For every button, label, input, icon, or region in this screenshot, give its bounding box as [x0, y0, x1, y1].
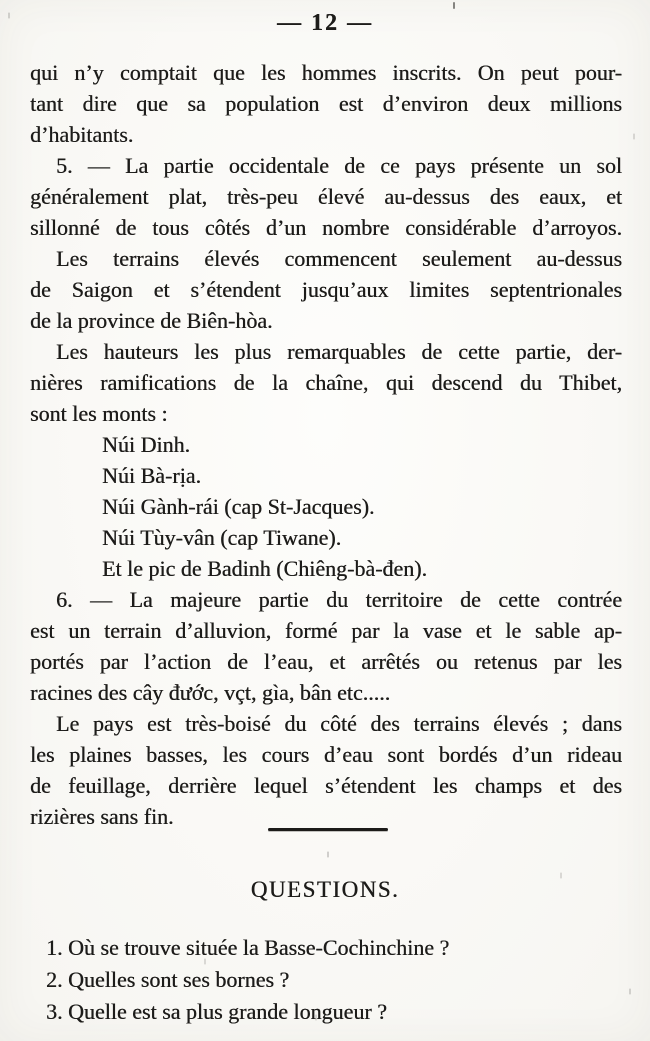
body-line: 5. — La partie occidentale de ce pays présente un sol — [56, 153, 622, 178]
body-line: sillonné de tous côtés d’un nombre considérable d’arroyos. — [30, 215, 622, 240]
body-line: Les terrains élevés commencent seulement au-dessus — [56, 246, 622, 271]
body-line: racines des cây đước, vçt, gìa, bân etc..... — [30, 680, 391, 705]
paragraph — [30, 584, 622, 708]
body-line: sont les monts : — [30, 401, 168, 426]
mountain-list — [30, 429, 622, 584]
body-line: de feuillage, derrière lequel s’étendent les champs et des — [30, 773, 622, 798]
mountain-item: Et le pic de Badinh (Chiêng-bà-đen). — [102, 556, 428, 581]
body-line: d’habitants. — [30, 122, 134, 147]
question-item: 3. Quelle est sa plus grande longueur ? — [46, 999, 387, 1024]
paragraph — [30, 150, 622, 243]
body-line: Le pays est très-boisé du côté des terrains élevés ; dans — [56, 711, 622, 736]
page-number: — 12 — — [277, 10, 373, 36]
mountain-item: Núi Dinh. — [102, 432, 190, 457]
question-item: 1. Où se trouve située la Basse-Cochinchine ? — [46, 935, 450, 960]
body-line: Les hauteurs les plus remarquables de cette partie, der- — [56, 339, 622, 364]
mountain-item: Núi Gành-rái (cap St-Jacques). — [102, 494, 375, 519]
section-divider — [268, 828, 388, 831]
body-line: tant dire que sa population est d’environ deux millions — [30, 91, 622, 116]
body-line: nières ramifications de la chaîne, qui descend du Thibet, — [30, 370, 622, 395]
paragraph — [30, 243, 622, 336]
paragraph — [30, 57, 622, 150]
question-item: 2. Quelles sont ses bornes ? — [46, 967, 290, 992]
body-line: de la province de Biên-hòa. — [30, 308, 273, 333]
mountain-item: Núi Tùy-vân (cap Tiwane). — [102, 525, 342, 550]
body-line: de Saigon et s’étendent jusqu’aux limites septentrionales — [30, 277, 622, 302]
body-line: qui n’y comptait que les hommes inscrits. On peut pour- — [30, 60, 622, 85]
body-line: rizières sans fin. — [30, 804, 174, 829]
questions-title: QUESTIONS. — [250, 877, 400, 902]
body-line: généralement plat, très-peu élevé au-dessus des eaux, et — [30, 184, 622, 209]
mountain-item: Núi Bà-rịa. — [102, 463, 201, 488]
body-text — [30, 57, 622, 832]
body-line: portés par l’action de l’eau, et arrêtés ou retenus par les — [30, 649, 622, 674]
scan-speck — [453, 2, 455, 9]
body-line: 6. — La majeure partie du territoire de cette contrée — [56, 587, 622, 612]
paragraph — [30, 336, 622, 429]
questions-list — [30, 932, 622, 1028]
body-line: les plaines basses, les cours d’eau sont bordés d’un rideau — [30, 742, 622, 767]
paragraph — [30, 708, 622, 832]
body-line: est un terrain d’alluvion, formé par la vase et le sable ap- — [30, 618, 622, 643]
